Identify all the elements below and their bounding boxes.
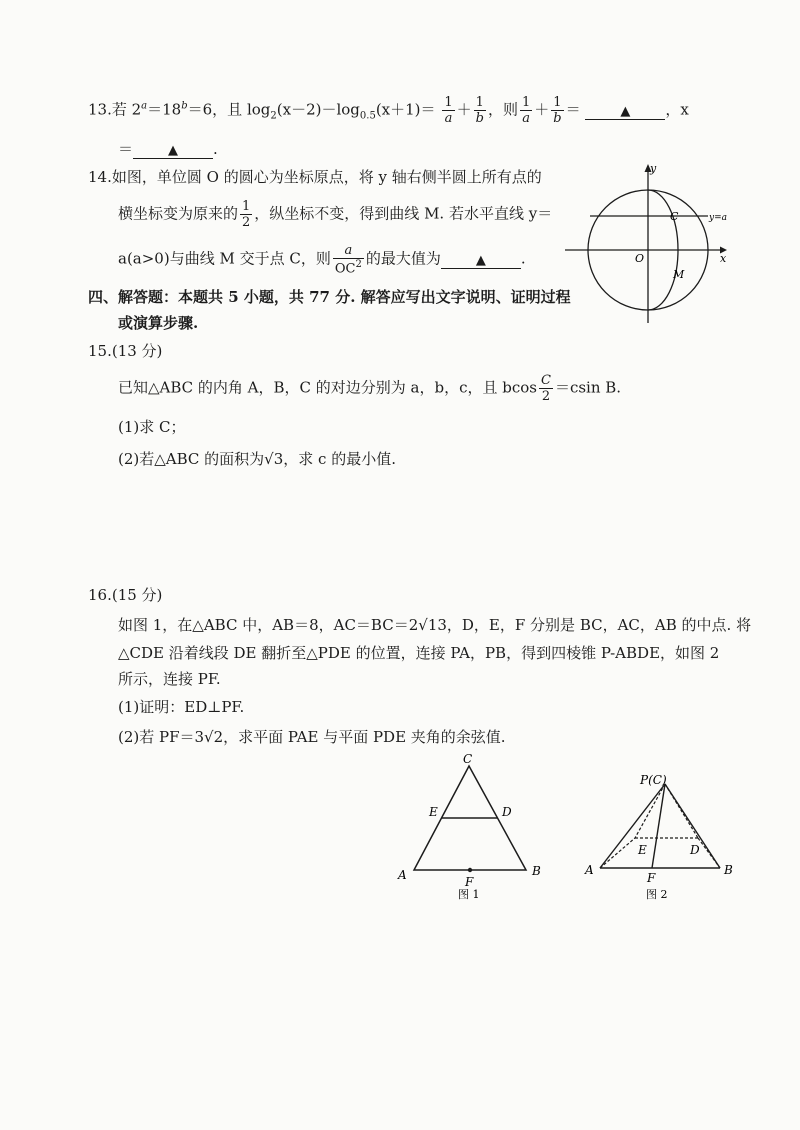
triangle-icon: ▲ [620,103,631,119]
label-m: M [673,268,685,281]
label-e: E [638,843,647,857]
q14-line3: a(a>0)与曲线 M 交于点 C，则 $\frac{a}{OC^2}$ 的最大值为 ▲ . [118,243,526,277]
q16-part2: (2)若 PF＝3√2，求平面 PAE 与平面 PDE 夹角的余弦值. [118,728,506,746]
figure-2 [580,770,750,906]
q15-statement: 已知△ABC 的内角 A，B，C 的对边分别为 a，b，c，且 bcos $\frac{C}{2}$ ＝csin B. [118,373,622,404]
label-a: A [398,868,407,882]
fraction-1-over-a: $\frac{1}{a}$ [521,95,531,126]
answer-blank [585,101,665,120]
label-d: D [690,843,700,857]
fraction-1-over-b: $\frac{1}{b}$ [475,95,484,126]
fraction-c-over-2: $\frac{C}{2}$ [541,373,551,404]
label-y: y [650,162,657,175]
label-x: x [720,252,727,265]
edge-db [698,838,720,868]
q16-line2: △CDE 沿着线段 DE 翻折至△PDE 的位置，连接 PA，PB，得到四棱锥 P-ABDE，如图 2 [118,644,720,662]
q13-line2: ＝ ▲ . [118,140,218,158]
label-y-eq-a: y=a [709,213,727,223]
section-4-heading: 四、解答题：本题共 5 小题，共 77 分. 解答应写出文字说明、证明过程 [88,288,571,306]
label-c: C [463,752,473,766]
q16-part1: (1)证明：ED⊥PF. [118,698,245,716]
label-f: F [647,871,656,885]
q13-number: 13. [88,100,112,119]
fraction-1-over-a: $\frac{1}{a}$ [444,95,453,126]
q16-line1: 如图 1，在△ABC 中，AB＝8，AC＝BC＝2√13，D，E，F 分别是 BC，AC，AB 的中点. 将 [118,616,752,634]
q14-number: 14. [88,168,112,186]
q14-line1: 14.如图，单位圆 O 的圆心为坐标原点，将 y 轴右侧半圆上所有点的 [88,168,542,186]
fraction-1-over-b: $\frac{1}{b}$ [553,95,562,126]
fraction-a-over-oc2: $\frac{a}{OC^2}$ [334,243,362,277]
figure-1 [392,752,552,904]
answer-blank [133,140,213,159]
label-d: D [502,805,512,819]
q15-heading: 15.(13 分) [88,342,163,360]
triangle-icon: ▲ [168,143,179,158]
figure-2-caption: 图 2 [646,888,668,901]
q15-part1: (1)求 C； [118,418,186,436]
label-b: B [724,863,733,877]
figure-1-caption: 图 1 [458,888,480,901]
label-b: B [532,864,541,878]
edge-ae [600,838,635,868]
label-f: F [465,875,474,889]
q14-line2: 横坐标变为原来的 $\frac{1}{2}$ ，纵坐标不变，得到曲线 M. 若水平直线 y＝ [118,199,553,230]
edge-pa [600,784,665,868]
label-o: O [635,252,645,265]
q16-heading: 16.(15 分) [88,586,163,604]
edge-pf [652,784,665,868]
label-e: E [429,805,438,819]
triangle-icon: ▲ [475,252,486,268]
fraction-one-half: $\frac{1}{2}$ [242,199,251,230]
section-4-heading-cont: 或演算步骤. [118,314,199,332]
q13-line1: 13.若 $2^a=18^b=6$，且 $\log_2(x-2)-\log_{0.5}(x+1)=$ $\frac{1}{a}$ ＋ $\frac{1}{b}$ ，则 $\frac{1}{a}$ ＋ $\frac{1}{b}$ ＝ ▲ ，x [88,95,689,126]
q14-figure [560,158,740,326]
label-p: P(C) [640,773,667,787]
label-c: C [670,210,679,223]
q15-part2: (2)若△ABC 的面积为√3，求 c 的最小值. [118,450,396,468]
q16-line3: 所示，连接 PF. [118,670,221,688]
point-f [468,868,472,872]
answer-blank [441,250,521,269]
label-a: A [585,863,594,877]
